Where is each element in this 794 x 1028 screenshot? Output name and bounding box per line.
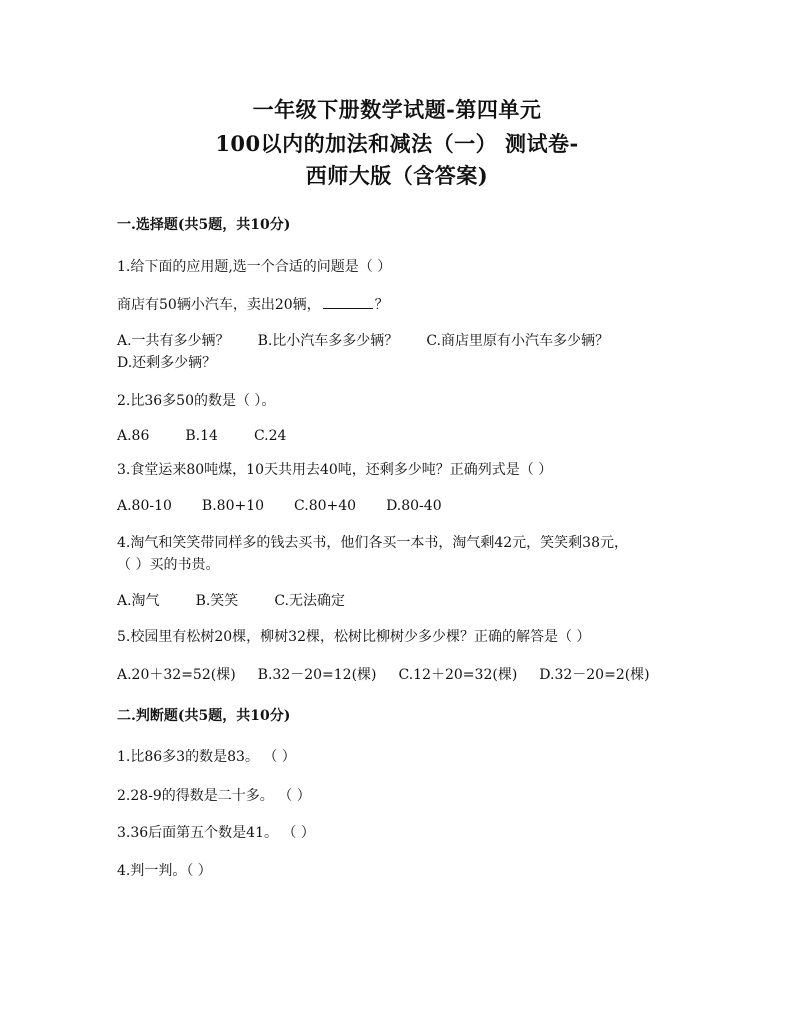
exam-title-line1: 一年级下册数学试题-第四单元 [252, 97, 542, 122]
q1-option-d[interactable]: D.还剩多少辆？ [117, 355, 217, 371]
judge-q2: 2.28-9的得数是二十多。 （ ） [117, 788, 311, 804]
q4-stem-line1: 4.淘气和笑笑带同样多的钱去买书，他们各买一本书，淘气剩42元，笑笑剩38元， [117, 535, 628, 551]
q4-option-c[interactable]: C.无法确定 [274, 593, 345, 609]
q5-option-d[interactable]: D.32－20=2(棵) [539, 667, 650, 683]
q5-options [117, 665, 650, 685]
judge-q3: 3.36后面第五个数是41。 （ ） [117, 825, 315, 841]
section-title-judgement: 二.判断题(共5题，共10分) [117, 708, 291, 724]
q1-option-a[interactable]: A.一共有多少辆？ [117, 333, 230, 349]
q5-option-b[interactable]: B.32－20=12(棵) [257, 667, 377, 683]
exam-title-line3: 西师大版（含答案) [305, 163, 489, 188]
q3-option-d[interactable]: D.80-40 [386, 498, 442, 514]
q1-context-before: 商店有50辆小汽车，卖出20辆， [117, 297, 321, 313]
section-title-choice: 一.选择题(共5题，共10分) [117, 217, 291, 233]
q1-options-row1 [117, 331, 609, 351]
q4-options [117, 591, 345, 611]
q2-stem: 2.比36多50的数是（ ）。 [117, 393, 276, 409]
q1-options-row2 [117, 353, 216, 373]
q3-options [117, 496, 442, 516]
q1-option-b[interactable]: B.比小汽车多多少辆？ [257, 333, 399, 349]
q4-stem-line2: （ ）买的书贵。 [117, 557, 220, 573]
judge-q4: 4.判一判。（ ） [117, 863, 212, 879]
q3-option-a[interactable]: A.80-10 [117, 498, 172, 514]
q2-options [117, 426, 286, 446]
q1-context [117, 294, 389, 315]
judge-q1: 1.比86多3的数是83。 （ ） [117, 749, 296, 765]
exam-title-line2: 100以内的加法和减法（一） 测试卷- [215, 131, 579, 156]
q3-option-c[interactable]: C.80+40 [294, 498, 357, 514]
q1-stem: 1.给下面的应用题,选一个合适的问题是（ ） [117, 259, 392, 275]
q4-option-a[interactable]: A.淘气 [117, 593, 160, 609]
q1-answer-blank [323, 294, 373, 309]
q2-option-c[interactable]: C.24 [253, 428, 287, 444]
q1-option-c[interactable]: C.商店里原有小汽车多少辆？ [426, 333, 609, 349]
q2-option-a[interactable]: A.86 [117, 428, 150, 444]
q3-option-b[interactable]: B.80+10 [201, 498, 265, 514]
q3-stem: 3.食堂运来80吨煤，10天共用去40吨，还剩多少吨？正确列式是（ ） [117, 462, 553, 478]
q4-option-b[interactable]: B.笑笑 [195, 593, 239, 609]
q5-option-a[interactable]: A.20＋32=52(棵) [117, 667, 236, 683]
q5-stem: 5.校园里有松树20棵，柳树32棵，松树比柳树少多少棵？正确的解答是（ ） [117, 629, 591, 645]
q1-context-after: ？ [374, 297, 389, 313]
q5-option-c[interactable]: C.12＋20=32(棵) [398, 667, 518, 683]
q2-option-b[interactable]: B.14 [185, 428, 218, 444]
